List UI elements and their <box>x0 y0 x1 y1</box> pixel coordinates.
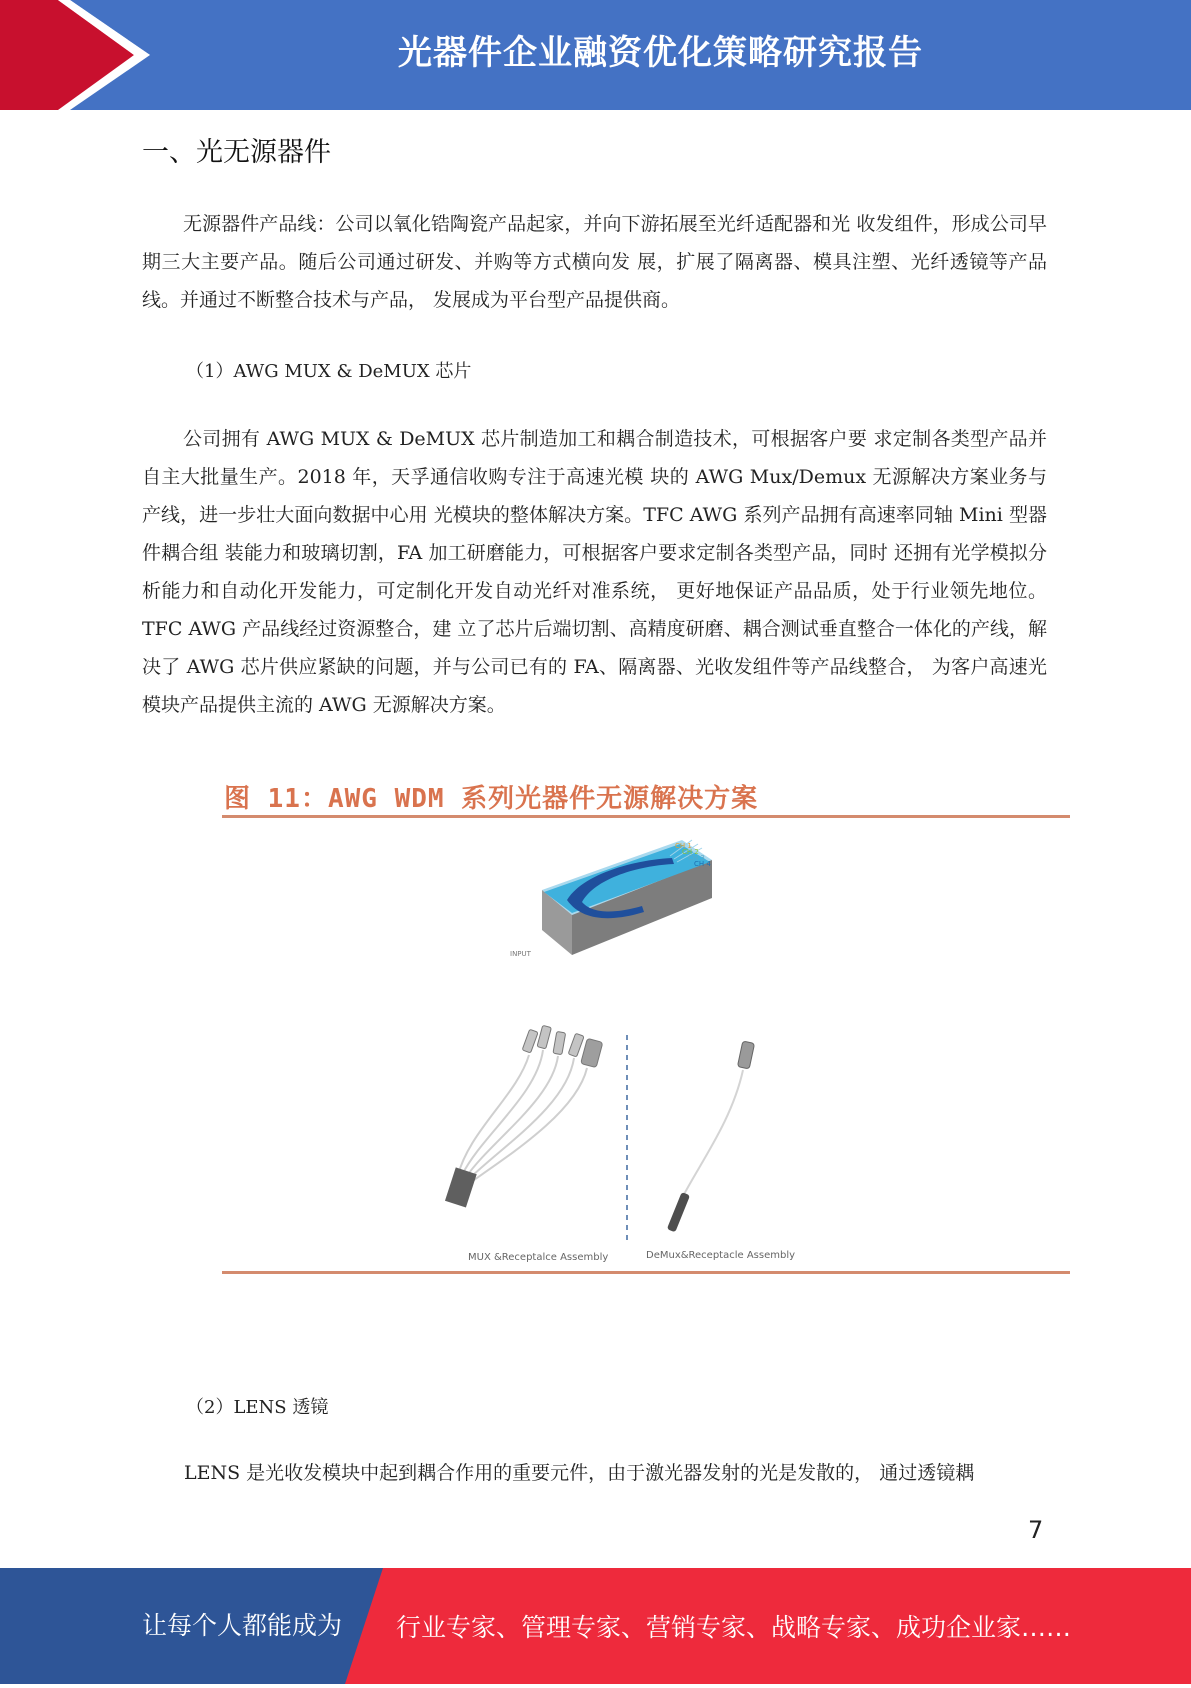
ch2-label: CH 2 <box>682 848 699 856</box>
lens-subheading: （2）LENS 透镜 <box>186 1397 329 1418</box>
demux-caption: DeMux&Receptacle Assembly <box>646 1250 796 1261</box>
red-chevron-decoration <box>0 0 160 110</box>
footer-right-text: 行业专家、管理专家、营销专家、战略专家、成功企业家…… <box>396 1613 1072 1642</box>
footer-left-text: 让每个人都能成为 <box>142 1611 343 1640</box>
awg-chip-image <box>542 840 712 955</box>
section-heading: 一、光无源器件 <box>142 137 331 168</box>
awg-product-illustration <box>222 820 1070 1270</box>
figure-title: 图 11：AWG WDM 系列光器件无源解决方案 <box>224 784 759 814</box>
ch4-label: CH 4 <box>694 860 711 868</box>
figure-bottom-rule <box>222 1271 1070 1274</box>
intro-paragraph: 无源器件产品线：公司以氧化锆陶瓷产品起家，并向下游拓展至光纤适配器和光 收发组件，形成公司早期三大主要产品。随后公司通过研发、并购等方式横向发 展，扩展了隔离器、模具注塑、光纤透镜等产品线。并通过不断整合技术与产品， 发展成为平台型产品提供商。 <box>142 213 1047 311</box>
mux-assembly-image <box>445 1025 603 1207</box>
page-header <box>0 0 1191 110</box>
awg-paragraph: 公司拥有 AWG MUX & DeMUX 芯片制造加工和耦合制造技术，可根据客户要 求定制各类型产品并自主大批量生产。2018 年，天孚通信收购专注于高速光模 块的 AWG Mux/Demux 无源解决方案业务与产线，进一步壮大面向数据中心用 光模块的整体解决方案。TFC AWG 系列产品拥有高速率同轴 Mini 型器件耦合组 装能力和玻璃切割，FA 加工研磨能力，可根据客户要求定制各类型产品，同时 还拥有光学模拟分析能力和自动化开发能力，可定制化开发自动光纤对准系统， 更好地保证产品品质，处于行业领先地位。TFC AWG 产品线经过资源整合，建 立了芯片后端切割、高精度研磨、耦合测试垂直整合一体化的产线，解决了 AWG 芯片供应紧缺的问题，并与公司已有的 FA、隔离器、光收发组件等产品线整合， 为客户高速光模块产品提供主流的 AWG 无源解决方案。 <box>142 428 1047 716</box>
page-number: 7 <box>1028 1516 1044 1544</box>
input-label: INPUT <box>510 950 531 958</box>
ch1-label: CH 1 <box>675 842 692 850</box>
figure-top-rule <box>222 815 1070 818</box>
mux-caption: MUX &Receptalce Assembly <box>468 1252 609 1263</box>
demux-assembly-image <box>667 1041 755 1232</box>
page-footer <box>0 1568 1191 1684</box>
lens-paragraph: LENS 是光收发模块中起到耦合作用的重要元件，由于激光器发射的光是发散的， 通过透镜耦 <box>184 1462 975 1484</box>
report-title: 光器件企业融资优化策略研究报告 <box>398 33 923 73</box>
ch3-label: CH 3 <box>688 854 705 862</box>
awg-subheading: （1）AWG MUX & DeMUX 芯片 <box>186 361 472 382</box>
